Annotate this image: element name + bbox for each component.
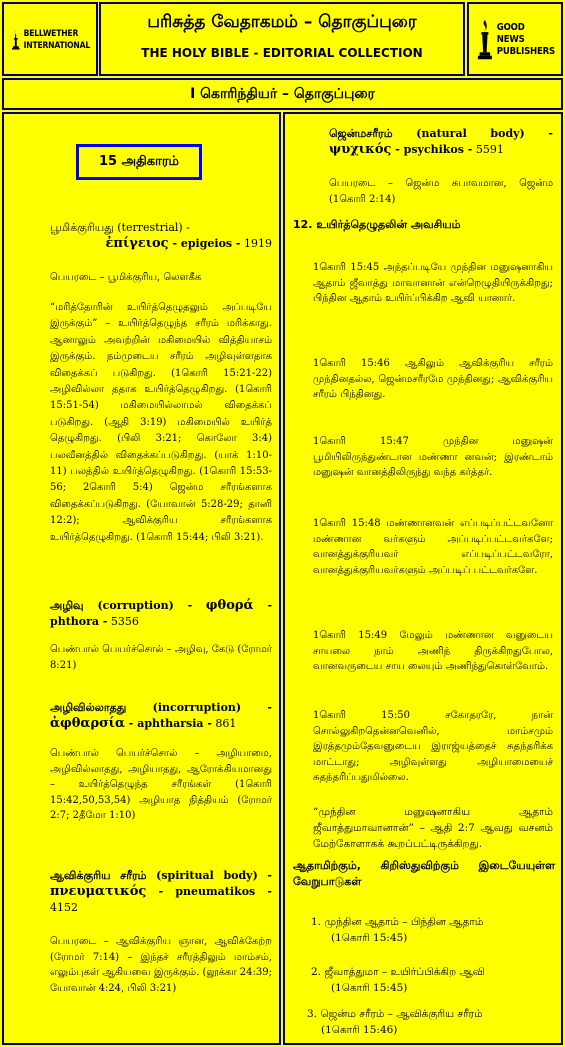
- list-item: [307, 1006, 555, 1038]
- logo-right-line2: PUBLISHERS: [496, 46, 555, 57]
- translit: - phthora -: [50, 599, 273, 628]
- translit: - psychikos -: [391, 143, 473, 156]
- section-heading: 12. உயிர்த்தெழுதலின் அவசியம்: [293, 218, 461, 231]
- logo-right-line1: GOOD NEWS: [496, 22, 525, 45]
- entry-meaning: பெண்பால் பெயர்ச்சொல் – அழிவு, கேடு (ரோமர் 8:21): [50, 644, 273, 671]
- differences-heading: ஆதாமிற்கும், கிறிஸ்துவிற்கும் இடையேயுள்ள வேறுபாடுகள்: [293, 859, 555, 888]
- entry-meaning: பெயரடை – ஆவிக்குரிய ஞான, ஆவிக்கேற்ற (ரோமர் 7:14) – இந்தச் சரீரத்திலும் மாம்சம், எலும்புகள் ஆகியவை இருக்கும். (லூக்கா 24:39; யோவான் 4:24, பிலி 3:21): [50, 936, 272, 994]
- logo-left-line1: BELLWETHER: [23, 29, 79, 39]
- greek-word: ψυχικός: [329, 142, 392, 157]
- logo-left-line2: INTERNATIONAL: [23, 41, 90, 51]
- logo-right-box: [467, 2, 563, 76]
- entry-word: அழிவு (corruption) -: [50, 599, 193, 612]
- translit: - epigeios -: [168, 237, 241, 250]
- entry-word: ஜென்மசரீரம் (natural body) -: [329, 127, 553, 140]
- strong-number: 5356: [107, 615, 139, 628]
- list-text: ஜீவாத்துமா – உயிர்ப்பிக்கிற ஆவி: [324, 966, 485, 978]
- list-ref: (1கொரி 15:45): [331, 982, 408, 994]
- right-column: [283, 112, 563, 1045]
- list-text: முந்தின ஆதாம் – பிந்தின ஆதாம்: [324, 916, 484, 928]
- verse-15-48: 1கொரி 15:48 மண்ணானவன் எப்படிப்பட்டவனோ மண்ணான வர்களும் அப்படிப்பட்டவர்களே; வானத்துக்குரியவர் எப்படிப்பட்டவரோ, வானத்துக்குரியவர்களும் அப்படிப் பட்டவர்களே.: [313, 518, 553, 576]
- greek-word: πνευματικός: [50, 884, 147, 899]
- greek-word: ἀφθαρσία: [50, 716, 125, 731]
- lamp-icon: [12, 18, 20, 62]
- subtitle: I கொரிந்தியர் – தொகுப்புரை: [190, 86, 375, 102]
- entry-meaning: பெயரடை – ஜென்ம சுபாவமான, ஜென்ம (1கொரி 2:14): [329, 178, 553, 205]
- title-tamil: பரிசுத்த வேதாகமம் – தொகுப்புரை: [147, 12, 417, 32]
- subtitle-box: [2, 78, 563, 110]
- verse-15-50: 1கொரி 15:50 சகோதரரே, நான் சொல்லுகிறதென்னவெனில், மாம்சமும் இரத்தமும்தேவனுடைய இராஜ்யத்தைச் சுதந்தரிக்க மாட்டாது; அழிவுள்ளது அழியாமையைச் சுதந்தரிப்பதுமில்லை.: [313, 710, 553, 783]
- logo-left-box: [2, 2, 98, 76]
- entry-corruption: [50, 598, 272, 630]
- list-item: [311, 914, 555, 946]
- entry-word: ஆவிக்குரிய சரீரம் (spiritual body) -: [50, 869, 272, 882]
- entry-meaning: பெயரடை – பூமிக்குரிய, லௌகீக: [50, 272, 202, 283]
- entry-word: பூமிக்குரியது (terrestrial) -: [50, 221, 190, 234]
- title-box: [99, 2, 465, 76]
- strong-number: 1919: [240, 237, 272, 250]
- greek-word: φθορά: [205, 598, 254, 613]
- entry-terrestrial: [50, 220, 272, 252]
- title-english: THE HOLY BIBLE - EDITORIAL COLLECTION: [141, 46, 423, 60]
- entry-meaning: பெண்பால் பெயர்ச்சொல் – அழியாமை, அழிவில்லாதது, அழியாதது, ஆரோக்கியமானது – உயிர்த்தெழுந்த சரீரங்கள் (1கொரி 15:42,50,53,54) அழியாத நித்தியம் (ரோமர் 2:7; 2தீமோ 1:10): [50, 748, 272, 821]
- verse-15-46: 1கொரி 15:46 ஆகிலும் ஆவிக்குரிய சரீரம் முந்தினதல்ல, ஜென்மசரீரமே முந்தினது; ஆவிக்குரிய சரீரம் பிந்தினது.: [313, 358, 553, 400]
- translit: - aphtharsia -: [124, 717, 212, 730]
- left-column: [2, 112, 281, 1045]
- list-number: 1.: [311, 916, 322, 928]
- strong-number: 5591: [472, 143, 504, 156]
- good-news-logo: [477, 12, 555, 68]
- verse-15-47: 1கொரி 15:47 முந்தின மனுஷன் பூமியிலிருந்துண்டான மண்ணா னவன்; இரண்டாம் மனுஷன் வானத்திலிருந்து வந்த கர்த்தர்.: [313, 436, 553, 478]
- list-item: [311, 964, 555, 996]
- entry-spiritual-body: [50, 868, 272, 916]
- note-paragraph: “முந்தின மனுஷனாகிய ஆதாம் ஜீவாத்துமாவானான்” – ஆதி 2:7 ஆவது வசனம் மேற்கோளாகக் கூறப்பட்டிருக்கிறது.: [313, 806, 553, 850]
- strong-number: 4152: [50, 901, 78, 914]
- translit: - pneumatikos -: [146, 885, 272, 898]
- strong-number: 861: [211, 717, 237, 730]
- body-paragraph: “மரித்தோரின் உயிர்த்தெழுதலும் அப்படியே இருக்கும்” – உயிர்த்தெழுந்த சரீரம் மரிக்காது. ஆனாலும் அவற்றின் மகிமையில் வித்தியாசம் இருக்கும். நம்முடைய சரீரம் அழிவுள்ளதாக விதைக்கப் படுகிறது. (1கொரி 15:21-22) அழிவில்லா ததாக உயிர்த்தெழுகிறது. (1கொரி 15:51-54) மகிமையில்லாமல் விதைக்கப் படுகிறது. (ஆதி 3:19) மகிமையில் உயிர்த் தெழுகிறது. (பிலி 3:21; கொலோ 3:4) பலவீனத்தில் விதைக்கப்படுகிறது. (யாக் 1:10-11) பலத்தில் உயிர்த்தெழுகிறது. (1கொரி 15:53-56; 2கொரி 5:4) ஜென்ம சரீரங்களாக விதைக்கப்படுகிறது. (யோவான் 5:28-29; தானி 12:2); ஆவிக்குரிய சரீரங்களாக உயிர்த்தெழுகிறது. (1கொரி 15:44; பிலி 3:21).: [50, 302, 272, 543]
- entry-word: அழிவில்லாதது (incorruption) -: [50, 701, 272, 714]
- verse-15-45: 1கொரி 15:45 அந்தப்படியே முந்தின மனுஷனாகிய ஆதாம் ஜீவாத்து மாவானான் என்றெழுதியிருக்கிறது; பிந்தின ஆதாம் உயிர்ப்பிக்கிற ஆவி யானார்.: [313, 262, 553, 304]
- verse-15-49: 1கொரி 15:49 மேலும் மண்ணான வனுடைய சாயலை நாம் அணிந் திருக்கிறதுபோல, வானவருடைய சாய லையும் அணிந்துகொள்வோம்.: [313, 630, 553, 672]
- bellwether-logo: [12, 12, 90, 68]
- entry-incorruption: [50, 700, 272, 732]
- list-number: 3.: [307, 1008, 318, 1020]
- list-ref: (1கொரி 15:46): [321, 1024, 398, 1036]
- entry-natural-body: [329, 126, 553, 158]
- list-number: 2.: [311, 966, 322, 978]
- list-ref: (1கொரி 15:45): [331, 932, 408, 944]
- list-text: ஜென்ம சரீரம் – ஆவிக்குரிய சரீரம்: [320, 1008, 483, 1020]
- chapter-box: 15 அதிகாரம்: [76, 144, 202, 180]
- greek-word: ἐπίγειος: [105, 236, 169, 251]
- torch-icon: [477, 16, 493, 64]
